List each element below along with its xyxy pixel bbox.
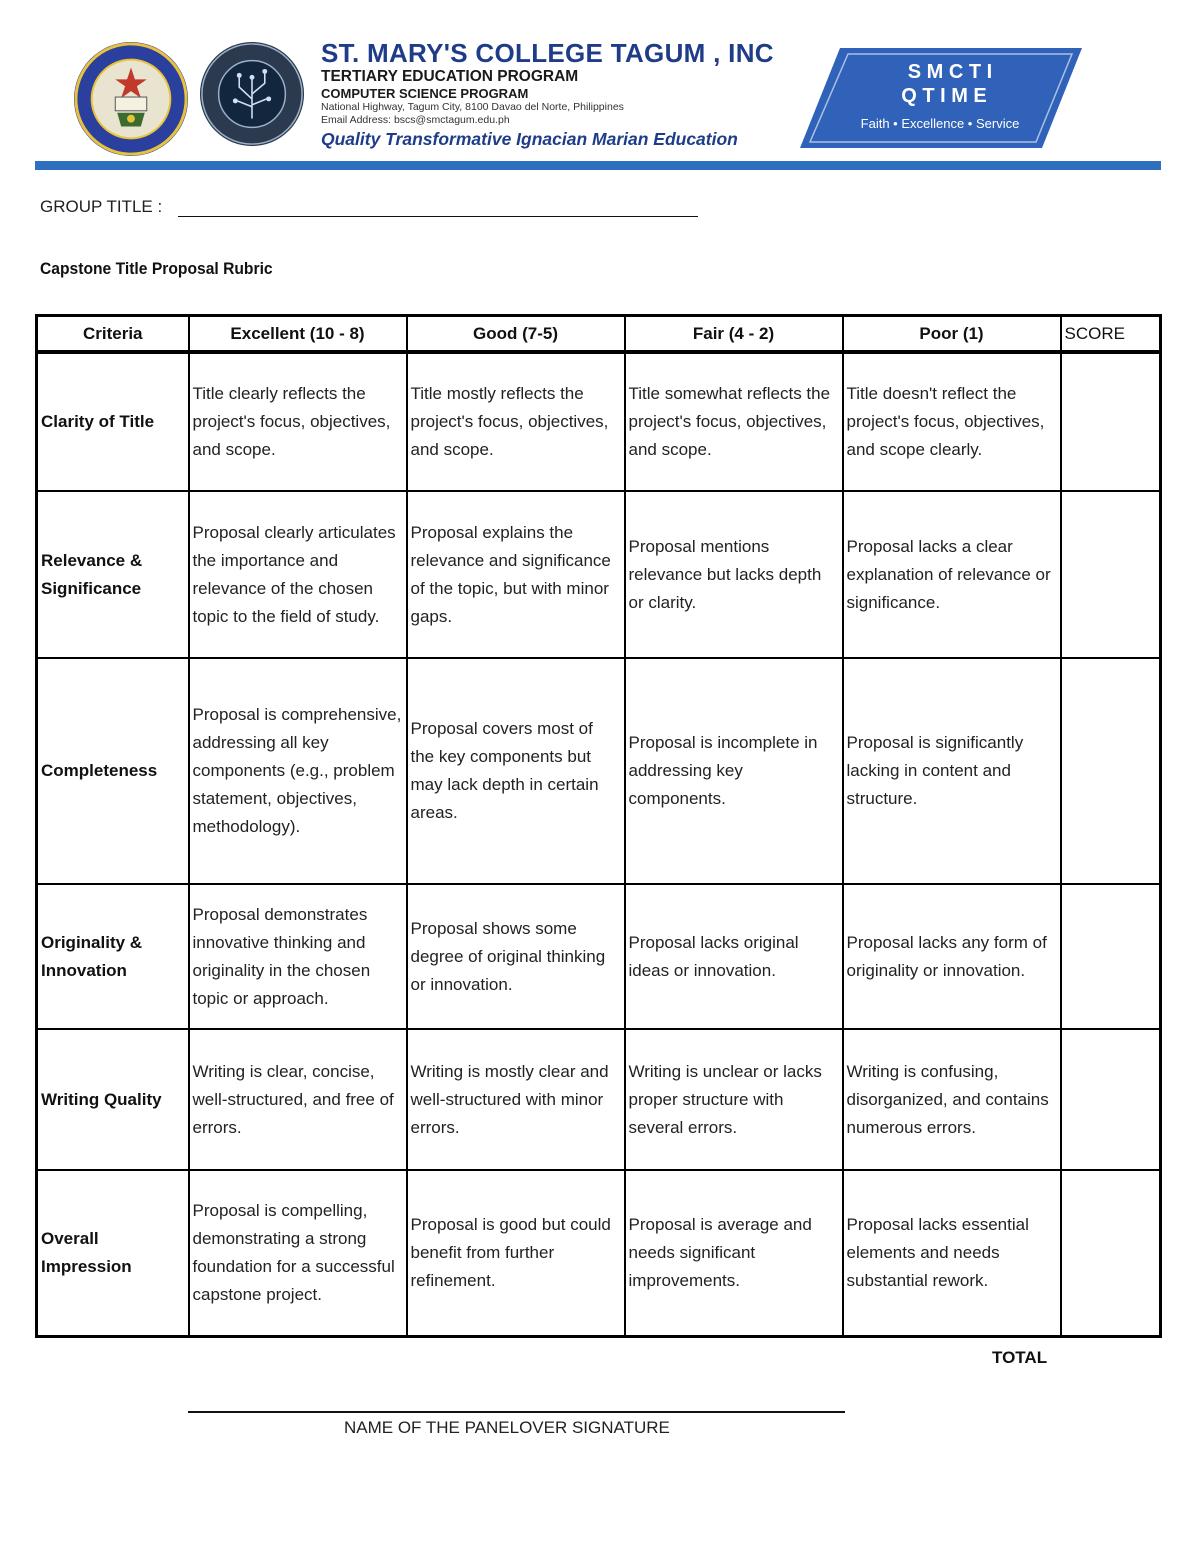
score-cell[interactable] — [1061, 884, 1161, 1029]
poor-cell: Proposal lacks any form of originality or innovation. — [843, 884, 1061, 1029]
fair-cell: Proposal is average and needs significant improvements. — [625, 1170, 843, 1336]
score-cell[interactable] — [1061, 658, 1161, 884]
header-row — [37, 316, 1161, 353]
criteria-cell: Overall Impression — [37, 1170, 189, 1336]
department-line: COMPUTER SCIENCE PROGRAM — [321, 86, 529, 101]
program-line: TERTIARY EDUCATION PROGRAM — [321, 68, 579, 85]
badge-line2: Q T I M E — [901, 85, 987, 107]
table-row — [37, 1170, 1161, 1336]
group-title-label: GROUP TITLE : — [40, 197, 163, 216]
rubric-title: Capstone Title Proposal Rubric — [40, 259, 273, 278]
fair-cell: Proposal mentions relevance but lacks depth or clarity. — [625, 491, 843, 658]
smcti-qtime-badge — [800, 48, 1082, 148]
criteria-cell: Originality & Innovation — [37, 884, 189, 1029]
table-row — [37, 658, 1161, 884]
computer-science-seal-logo — [198, 40, 306, 148]
fair-cell: Writing is unclear or lacks proper structure with several errors. — [625, 1029, 843, 1170]
score-cell[interactable] — [1061, 1170, 1161, 1336]
criteria-cell: Writing Quality — [37, 1029, 189, 1170]
total-label: TOTAL — [992, 1348, 1048, 1367]
good-cell: Proposal shows some degree of original thinking or innovation. — [407, 884, 625, 1029]
header-poor: Poor (1) — [843, 316, 1061, 353]
poor-cell: Proposal is significantly lacking in content and structure. — [843, 658, 1061, 884]
poor-cell: Writing is confusing, disorganized, and contains numerous errors. — [843, 1029, 1061, 1170]
good-cell: Writing is mostly clear and well-structured with minor errors. — [407, 1029, 625, 1170]
excellent-cell: Proposal is compelling, demonstrating a strong foundation for a successful capstone project. — [189, 1170, 407, 1336]
header-excellent: Excellent (10 - 8) — [189, 316, 407, 353]
table-row — [37, 352, 1161, 491]
poor-cell: Title doesn't reflect the project's focus, objectives, and scope clearly. — [843, 352, 1061, 491]
good-cell: Title mostly reflects the project's focus, objectives, and scope. — [407, 352, 625, 491]
fair-cell: Proposal lacks original ideas or innovation. — [625, 884, 843, 1029]
signature-label: NAME OF THE PANELOVER SIGNATURE — [344, 1418, 670, 1437]
motto-line: Quality Transformative Ignacian Marian Education — [321, 129, 738, 149]
group-title-field[interactable] — [178, 216, 698, 217]
excellent-cell: Proposal demonstrates innovative thinking and originality in the chosen topic or approach. — [189, 884, 407, 1029]
header-good: Good (7-5) — [407, 316, 625, 353]
rubric-table — [35, 314, 1162, 1338]
college-header — [321, 38, 801, 150]
table-row — [37, 1029, 1161, 1170]
signature-line[interactable] — [188, 1411, 845, 1413]
good-cell: Proposal is good but could benefit from further refinement. — [407, 1170, 625, 1336]
score-cell[interactable] — [1061, 352, 1161, 491]
poor-cell: Proposal lacks a clear explanation of relevance or significance. — [843, 491, 1061, 658]
excellent-cell: Title clearly reflects the project's focus, objectives, and scope. — [189, 352, 407, 491]
criteria-cell: Completeness — [37, 658, 189, 884]
fair-cell: Title somewhat reflects the project's focus, objectives, and scope. — [625, 352, 843, 491]
table-row — [37, 491, 1161, 658]
good-cell: Proposal explains the relevance and significance of the topic, but with minor gaps. — [407, 491, 625, 658]
table-row — [37, 884, 1161, 1029]
header-criteria: Criteria — [37, 316, 189, 353]
header-score: SCORE — [1061, 316, 1161, 353]
college-seal-logo — [72, 40, 190, 158]
school-name: ST. MARY'S COLLEGE TAGUM , INC — [321, 38, 774, 68]
excellent-cell: Proposal clearly articulates the importance and relevance of the chosen topic to the field of study. — [189, 491, 407, 658]
good-cell: Proposal covers most of the key components but may lack depth in certain areas. — [407, 658, 625, 884]
criteria-cell: Clarity of Title — [37, 352, 189, 491]
score-cell[interactable] — [1061, 1029, 1161, 1170]
address-line: National Highway, Tagum City, 8100 Davao del Norte, Philippines — [321, 101, 624, 113]
header-fair: Fair (4 - 2) — [625, 316, 843, 353]
email-line: Email Address: bscs@smctagum.edu.ph — [321, 114, 510, 126]
header-divider — [35, 161, 1161, 170]
badge-line1: S M C T I — [907, 61, 993, 83]
criteria-cell: Relevance & Significance — [37, 491, 189, 658]
excellent-cell: Proposal is comprehensive, addressing all key components (e.g., problem statement, objectives, methodology). — [189, 658, 407, 884]
badge-tagline: Faith • Excellence • Service — [860, 116, 1020, 131]
excellent-cell: Writing is clear, concise, well-structured, and free of errors. — [189, 1029, 407, 1170]
score-cell[interactable] — [1061, 491, 1161, 658]
fair-cell: Proposal is incomplete in addressing key components. — [625, 658, 843, 884]
poor-cell: Proposal lacks essential elements and needs substantial rework. — [843, 1170, 1061, 1336]
